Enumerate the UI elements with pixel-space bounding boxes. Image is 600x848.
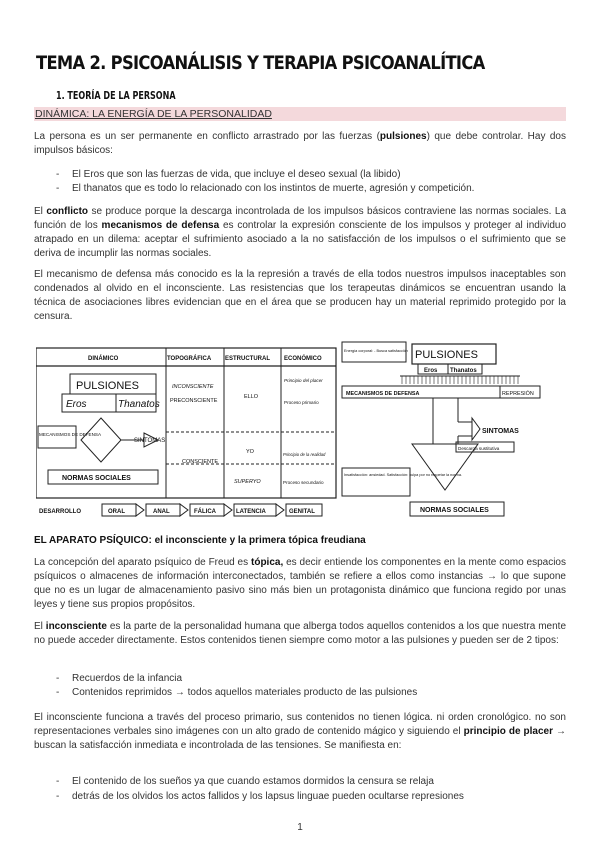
diagram-inconsciente: INCONSCIENTE — [172, 384, 214, 390]
document-title: TEMA 2. PSICOANÁLISIS Y TERAPIA PSICOANALÍTICA — [36, 52, 485, 74]
diagram-header: ECONÓMICO — [284, 356, 322, 362]
diagram-freud-model — [36, 346, 338, 520]
diagram-header: TOPOGRÁFICA — [167, 356, 212, 362]
diagram-desarrollo: DESARROLLO — [39, 509, 81, 515]
text-run: → buscan la satisfacción inmediata e incontrolada de las tensiones. Se manifiesta en: — [34, 726, 566, 751]
diagram-thanatos: Thanatos — [118, 399, 160, 410]
diagram-consciente: CONSCIENTE — [182, 459, 219, 465]
diagram-ello: ELLO — [244, 394, 259, 400]
paragraph-proceso-primario — [34, 711, 566, 753]
text-run: La concepción del aparato psíquico de Freud es — [34, 557, 251, 568]
stage-label: LATENCIA — [236, 509, 266, 515]
diagram-descarga: Descarga sustitutiva — [458, 446, 500, 451]
diagram-header: DINÁMICO — [88, 356, 119, 362]
diagram-preconsciente: PRECONSCIENTE — [170, 398, 218, 404]
text-run: se produce porque la descarga incontrolada de los impulsos básicos contraviene las normas sociales. La función de los — [34, 206, 567, 231]
diagram-pulsiones-right: PULSIONES — [415, 349, 478, 361]
list-item-text: El contenido de los sueños ya que cuando estamos dormidos la censura se relaja — [72, 776, 434, 787]
list-item-text: Recuerdos de la infancia — [72, 673, 183, 684]
text-run: El — [34, 206, 47, 217]
paragraph-conflicto — [34, 205, 566, 261]
diagram-pulsiones: PULSIONES — [76, 380, 139, 392]
diagram-principio-placer: Principio del placer — [284, 378, 323, 383]
paragraph-inconsciente — [34, 620, 566, 648]
text-run: El — [34, 621, 46, 632]
diagram-proceso-secundario: Proceso secundario — [283, 480, 324, 485]
diagram-represion: REPRESIÓN — [502, 391, 534, 397]
diagram-proceso-primario: Proceso primario — [284, 400, 319, 405]
list-item-text: detrás de los olvidos los actos fallidos y los lapsus linguae pueden ocultarse represiones — [72, 791, 464, 802]
list-item-text: Contenidos reprimidos → todos aquellos materiales producto de las pulsiones — [72, 687, 418, 698]
subheading-dinamica: DINÁMICA: LA ENERGÍA DE LA PERSONALIDAD — [34, 107, 566, 121]
bold-term-conflicto: conflicto — [46, 206, 89, 217]
diagram-pulsiones-flow — [340, 340, 570, 522]
diagram-superyo: SUPERYO — [234, 479, 261, 485]
diagram-normas-right: NORMAS SOCIALES — [420, 507, 489, 514]
diagram-eros: Eros — [66, 399, 87, 410]
diagram-yo: YO — [246, 449, 254, 455]
bold-term-principio-placer: principio de placer — [463, 726, 553, 737]
section-heading-teoria: 1. TEORÍA DE LA PERSONA — [56, 90, 176, 102]
diagram-note-energia: Energía corporal: - Busca satisfacción — [344, 349, 408, 353]
diagram-header: ESTRUCTURAL — [225, 356, 270, 362]
diagram-mecanismos: MECANISMOS DE DEFENSA — [39, 432, 102, 437]
stage-label: GENITAL — [289, 509, 315, 515]
stage-label: ANAL — [153, 509, 170, 515]
paragraph-topica — [34, 556, 566, 612]
page-number: 1 — [297, 822, 303, 833]
bold-term-pulsiones: pulsiones — [379, 131, 427, 142]
stage-label: FÁLICA — [194, 509, 216, 515]
text-run: es decir entiende los componentes en la mente como espacios psíquicos o almacenes de información interconectados, también se refiere a ellos como instancias → lo que supone que no es un lugar de almacenamiento pasivo sino más bien un protagonista dinámico que funciona regido por unas leyes y tiene sus propios propósitos. — [34, 557, 566, 610]
text-run: es controlar la expresión consciente de los impulsos y proteger al individuo atrapado en un dilema: aceptar el sufrimiento asociado a la no satisfacción de los impulsos o el sufrimiento que se deriva de incumplir las normas sociales. — [34, 220, 566, 259]
text-run: El inconsciente funciona a través del proceso primario, sus contenidos no tienen lógica. ni orden cronológico. no son representaciones verbales sino imágenes con un alto grado de contenido mágico y siguiendo el — [34, 712, 566, 737]
stage-label: ORAL — [108, 509, 125, 515]
text-run: ) que debe controlar. Hay dos impulsos básicos: — [34, 131, 566, 156]
section-heading-aparato: EL APARATO PSÍQUICO: el inconsciente y la primera tópica freudiana — [34, 535, 366, 546]
diagram-eros-right: Eros — [424, 368, 438, 374]
diagram-note-insatisfaccion: Insatisfacción: ansiedad. Satisfacción: culpa por no respetar la norma. — [344, 473, 462, 477]
text-run: es la parte de la personalidad humana que alberga todos aquellos contenidos a los que nuestra mente no puede acceder directamente. Estos contenidos tienen siempre como motor a las pulsiones y pueden ser de 2 tipos: — [34, 621, 567, 646]
diagram-mecanismos-right: MECANISMOS DE DEFENSA — [346, 391, 420, 397]
list-item-text: El Eros que son las fuerzas de vida, que incluye el deseo sexual (la libido) — [72, 169, 401, 180]
diagram-sintomas-right: SINTOMAS — [482, 428, 519, 435]
text-run: La persona es un ser permanente en conflicto arrastrado por las fuerzas ( — [34, 131, 380, 142]
bold-term-mecanismos: mecanismos de defensa — [101, 220, 220, 231]
paragraph-pulsiones — [34, 130, 566, 158]
list-item-text: El thanatos que es todo lo relacionado con los instintos de muerte, agresión y competición. — [72, 183, 475, 194]
bold-term-inconsciente: inconsciente — [45, 621, 107, 632]
diagram-sintomas: SINTOMAS — [134, 438, 166, 444]
document-page: TEMA 2. PSICOANÁLISIS Y TERAPIA PSICOANALÍTICA 1. TEORÍA DE LA PERSONA DINÁMICA: LA ENERGÍA DE LA PERSONALIDAD La persona es un ser permanente en conflicto arrastrado por las fuerzas (pulsiones) que debe controlar. Hay dos impulsos básicos: - El Eros que son las fuerzas de vida, que incluye el deseo sexual (la libido) - El thanatos que es todo lo relacionado con los instintos de muerte, agresión y competición. El conflicto se produce porque la descarga incontrolada de los impulsos básicos contraviene las normas sociales. La función de los mecanismos de defensa es controlar la expresión consciente de los impulsos y proteger al individuo atrapado en un dilema: aceptar el sufrimiento asociado a la no satisfacción de los impulsos o el sufrimiento que se deriva de incumplir las normas sociales. El mecanismo de defensa más conocido es la la represión a través de ella todos nuestros impulsos inaceptables son condenados al olvido en el inconsciente. Las resistencias que los terapeutas dinámicos se encuentran usando la técnica de asociaciones libres evidencian que en el área que se producen hay un material reprimido protegido por la censura. DINÁMICO TOPOGRÁFICA ESTRUCTURAL ECONÓMICO PULSIONES Eros Thanatos MECANISMOS DE DEFENSA SINTOMAS NORMAS SOCIALES INCONSCIENTE PRECONSCIENTE CONSCIENTE ELLO YO SUPERYO Principio del placer Proceso primario Principio de la realidad Proceso secundario DESARROLLO ORAL ANAL FÁLICA LATENCIA GENITAL Energía corporal: - Busca satisfacción PULSIONES Eros Thanatos MECANISMOS DE DEFENSA REPRESIÓN SINTOMAS Descarga sustitutiva Insatisfacción: ansiedad. Satisfacción: culpa por no respetar la norma. NORMAS SOCIALES EL APARATO PSÍQUICO: el inconsciente y la primera tópica freudiana La concepción del aparato psíquico de Freud es tópica, es decir entiende los componentes en la mente como espacios psíquicos o almacenes de información interconectados, también se refiere a ellos como instancias → lo que supone que no es un lugar de almacenamiento pasivo sino más bien un protagonista dinámico que funciona regido por unas leyes y tiene sus propios propósitos. El inconsciente es la parte de la personalidad humana que alberga todos aquellos contenidos a los que nuestra mente no puede acceder directamente. Estos contenidos tienen siempre como motor a las pulsiones y pueden ser de 2 tipos: - Recuerdos de la infancia - Contenidos reprimidos → todos aquellos materiales producto de las pulsiones El inconsciente funciona a través del proceso primario, sus contenidos no tienen lógica. ni orden cronológico. no son representaciones verbales sino imágenes con un alto grado de contenido mágico y siguiendo el principio de placer → buscan la satisfacción inmediata e incontrolada de las tensiones. Se manifiesta en: - El contenido de los sueños ya que cuando estamos dormidos la censura se relaja - detrás de los olvidos los actos fallidos y los lapsus linguae pueden ocultarse represiones 1 — [0, 0, 600, 848]
bold-term-topica: tópica, — [251, 557, 284, 568]
diagram-thanatos-right: Thanatos — [450, 368, 477, 374]
paragraph-represion: El mecanismo de defensa más conocido es la la represión a través de ella todos nuestros impulsos inaceptables son condenados al olvido en el inconsciente. Las resistencias que los terapeutas dinámicos se encuentran usando la técnica de asociaciones libres evidencian que en el área que se producen hay un material reprimido protegido por la censura. — [34, 269, 566, 322]
diagram-principio-realidad: Principio de la realidad — [283, 452, 326, 457]
diagram-normas: NORMAS SOCIALES — [62, 475, 131, 482]
